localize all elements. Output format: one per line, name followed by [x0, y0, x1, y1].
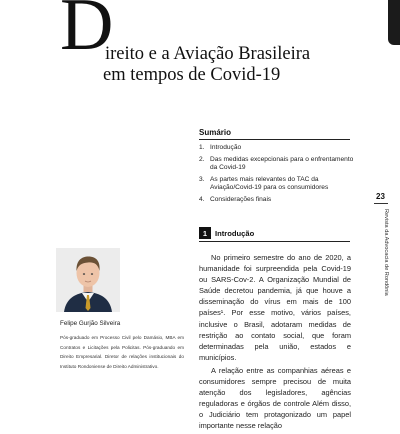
summary-item-text: As partes mais relevantes do TAC da Aviação/Covid-19 para os consumidores	[210, 175, 329, 191]
author-bio: Pós-graduado em Processo Civil pelo Damásio, MBA em Contratos e Licitações pela Policitas. Pós-graduando em Direito Empresarial. Diretor de relações institucionais do Instituto Rondoniense de Direito Administrativo.	[60, 335, 184, 369]
summary-item-number: 3.	[199, 175, 205, 183]
summary-list	[199, 144, 354, 207]
title-dropcap: D	[60, 0, 114, 66]
body-paragraph: A relação entre as companhias aéreas e consumidores sempre precisou de muita atenção dos legisladores, agências reguladoras e órgãos de controle Além disso, o Judiciário tem protagonizado um papel importante nesse relação	[199, 365, 351, 431]
section-divider	[199, 241, 350, 242]
summary-item	[199, 144, 354, 153]
article-title-line-2: em tempos de Covid-19	[103, 65, 281, 85]
section-number-badge: 1	[199, 227, 211, 239]
summary-item-text: Introdução	[210, 144, 242, 151]
page-number-divider	[374, 203, 388, 204]
section-heading	[199, 227, 254, 239]
summary-divider	[199, 139, 350, 140]
summary-item-number: 1.	[199, 144, 205, 151]
summary-item-number: 2.	[199, 155, 205, 163]
summary-item	[199, 176, 354, 193]
summary-item-text: Das medidas excepcionais para o enfrentamento da Covid-19	[210, 155, 354, 171]
summary-heading: Sumário	[199, 128, 232, 137]
author-photo	[56, 248, 120, 312]
summary-item	[199, 196, 354, 205]
section-title: Introdução	[215, 228, 255, 238]
summary-item-number: 4.	[199, 195, 205, 203]
article-title-line-1: ireito e a Aviação Brasileira	[105, 44, 311, 64]
author-portrait-illustration	[56, 248, 120, 312]
page-corner-tab	[388, 0, 400, 45]
summary-item	[199, 156, 354, 173]
body-paragraph: No primeiro semestre do ano de 2020, a humanidade foi surpreendida pela Covid-19 ou SARS-Cov-2. A Organização Mundial de Saúde decretou pandemia, já que houve a disseminação do vírus em mais de 100 países¹. Por esse motivo, vários países, inclusive o Brasil, adotaram medidas de restrição ao contato social, que foram determinadas pela união, estados e municípios.	[199, 253, 351, 362]
page-number: 23	[376, 192, 385, 201]
author-name: Felipe Gurjão Silveira	[60, 320, 121, 327]
journal-name-vertical: Revista da Advocacia de Rondônia	[383, 209, 389, 296]
article-body	[199, 252, 351, 434]
summary-item-text: Considerações finais	[210, 195, 272, 203]
